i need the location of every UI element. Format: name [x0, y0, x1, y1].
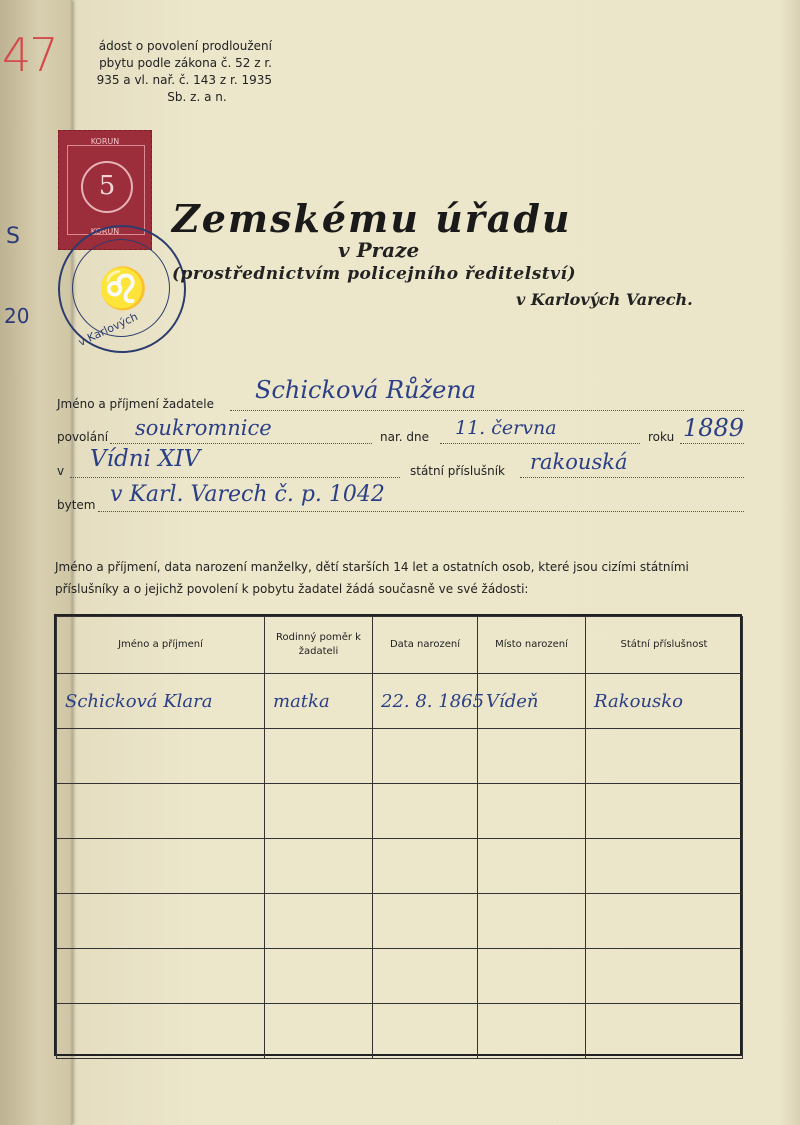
red-reference-number: 47	[2, 28, 57, 82]
row-1-name: Schicková Klara	[65, 690, 213, 712]
strip-handwriting-1: S	[6, 224, 20, 249]
residence-value: v Karl. Varech č. p. 1042	[110, 482, 385, 507]
stamp-value: 5	[81, 161, 133, 213]
table-row	[57, 894, 743, 949]
name-value: Schicková Růžena	[255, 376, 477, 404]
row-1-citizenship: Rakousko	[594, 690, 684, 712]
instructions-paragraph: Jméno a příjmení, data narození manželky, dětí starších 14 let a ostatních osob, které jsou cizími státními příslušníky a o jejichž povolení k pobytu žadatel žádá současně ve své žádosti:	[55, 560, 689, 596]
col-header-relation: Rodinný poměr k žadateli	[265, 617, 373, 674]
stamp-top-text: KORUN	[90, 137, 120, 146]
born-value: 11. června	[455, 417, 557, 439]
legal-header	[62, 38, 272, 106]
occupation-field-line	[110, 443, 372, 444]
born-field-line	[440, 443, 640, 444]
strip-handwriting-2: 20	[4, 304, 30, 328]
table-row	[57, 1004, 743, 1059]
heading-line-3: (prostřednictvím policejního ředitelství)	[172, 264, 577, 284]
col-header-name: Jméno a příjmení	[57, 617, 265, 674]
table-row	[57, 949, 743, 1004]
occupation-label: povolání	[57, 430, 109, 444]
row-1-relation: matka	[273, 690, 330, 712]
row-1-birth-date: 22. 8. 1865	[381, 690, 485, 712]
table-row	[57, 674, 743, 729]
born-label: nar. dne	[380, 430, 430, 444]
lion-emblem-icon: ♌	[98, 266, 148, 312]
heading-line-2: v Praze	[338, 238, 420, 262]
table-row	[57, 839, 743, 894]
stamp-bottom-text: KORUN	[90, 227, 120, 236]
col-header-birth-place: Místo narození	[478, 617, 586, 674]
page-title: Zemskému úřadu	[172, 196, 572, 241]
seal-text: v Karlových	[76, 310, 140, 349]
row-1-birth-place: Vídeň	[486, 690, 539, 712]
col-header-citizenship: Státní příslušnost	[586, 617, 743, 674]
citizenship-value: rakouská	[530, 450, 628, 474]
occupation-value: soukromnice	[135, 416, 272, 440]
year-value: 1889	[683, 414, 745, 442]
legal-line-1: ádost o povolení prodloužení	[98, 39, 272, 53]
citizenship-label: státní příslušník	[410, 464, 505, 478]
residence-field-line	[98, 511, 744, 512]
name-label: Jméno a příjmení žadatele	[57, 397, 215, 411]
residence-label: bytem	[57, 498, 96, 512]
legal-line-4: Sb. z. a n.	[167, 90, 227, 104]
legal-line-3: 935 a vl. nař. č. 143 z r. 1935	[96, 73, 272, 87]
place-label: v	[57, 464, 65, 478]
year-label: roku	[648, 430, 675, 444]
persons-table	[54, 614, 742, 1056]
col-header-birth-date: Data narození	[373, 617, 478, 674]
place-value: Vídni XIV	[90, 446, 201, 472]
police-seal	[58, 225, 186, 353]
place-field-line	[70, 477, 400, 478]
year-field-line	[680, 443, 744, 444]
legal-line-2: pbytu podle zákona č. 52 z r.	[99, 56, 272, 70]
heading-line-4: v Karlových Varech.	[516, 290, 693, 309]
table-row	[57, 729, 743, 784]
citizenship-field-line	[520, 477, 744, 478]
table-row	[57, 784, 743, 839]
name-field-line	[230, 410, 744, 411]
table-header-row	[57, 617, 743, 674]
